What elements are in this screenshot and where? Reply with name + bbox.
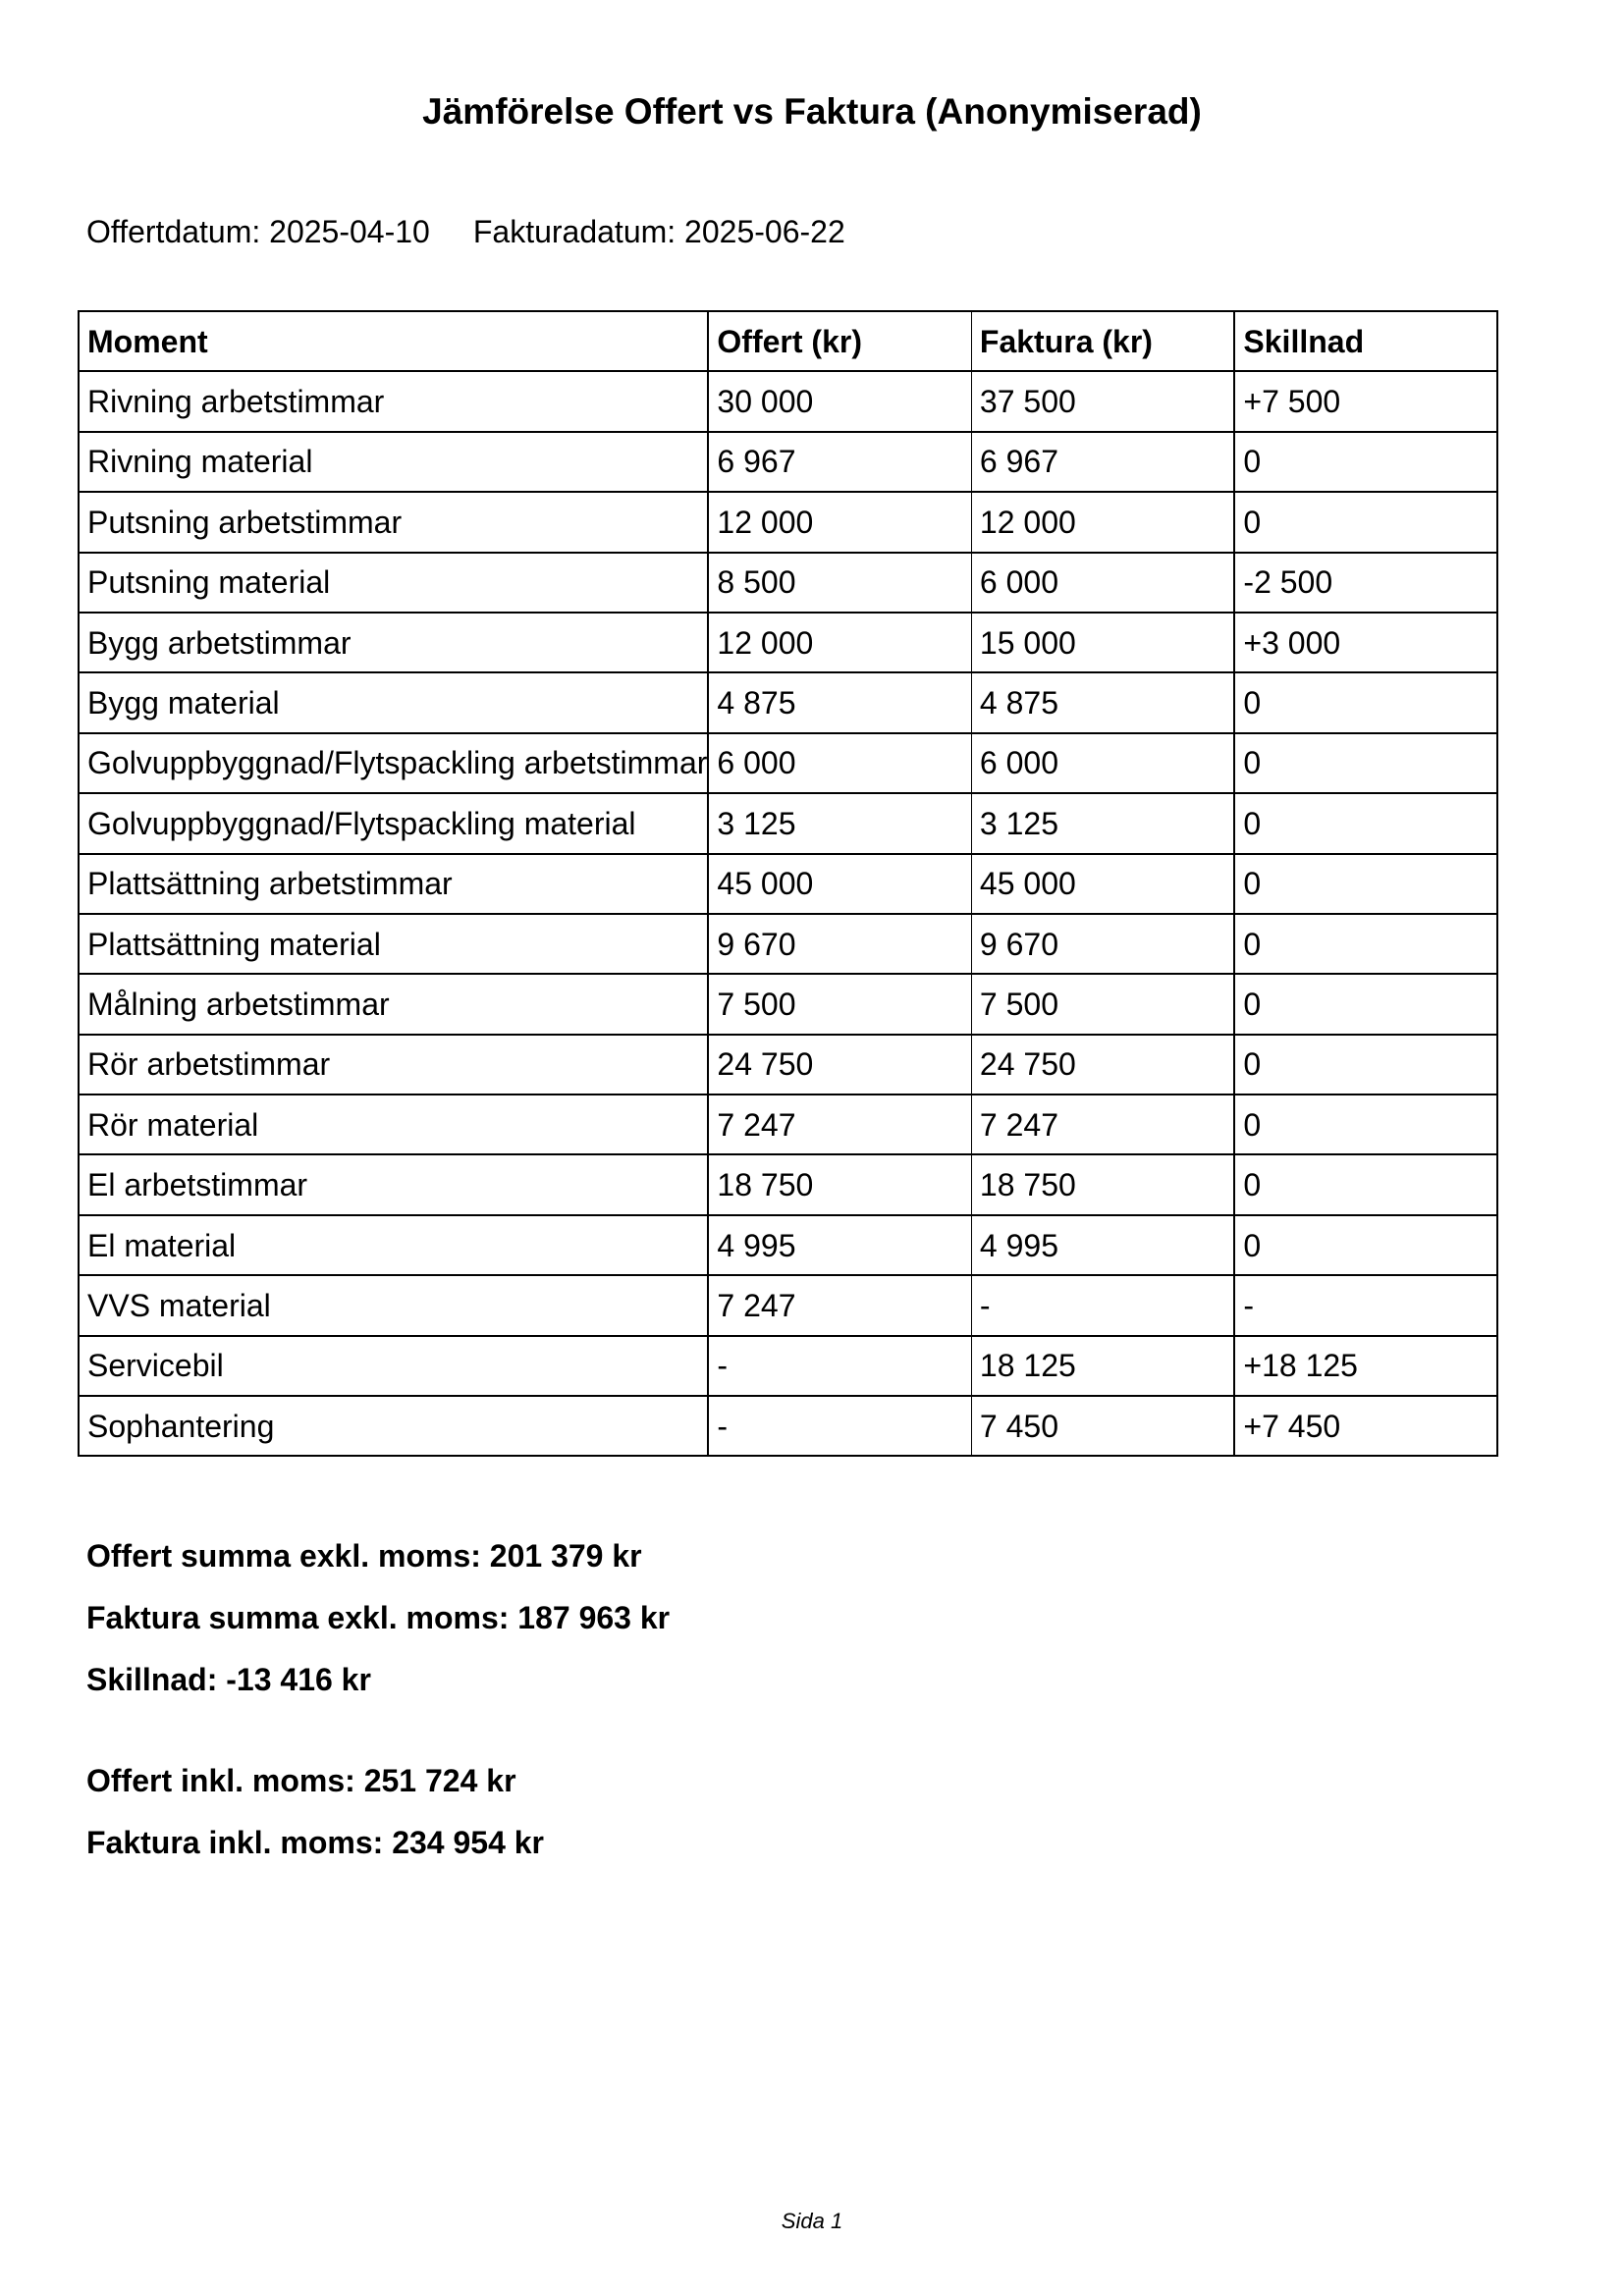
- cell-faktura: 6 000: [971, 733, 1234, 793]
- cell-skillnad: 0: [1234, 1095, 1497, 1154]
- cell-offert: 24 750: [708, 1035, 971, 1095]
- table-row: [79, 854, 1497, 914]
- cell-faktura: 6 967: [971, 432, 1234, 492]
- cell-offert: 9 670: [708, 914, 971, 974]
- cell-faktura: 4 995: [971, 1215, 1234, 1275]
- faktura-sum-exkl: Faktura summa exkl. moms: 187 963 kr: [86, 1600, 671, 1635]
- table-row: [79, 432, 1497, 492]
- faktura-date: Fakturadatum: 2025-06-22: [472, 214, 845, 249]
- cell-skillnad: 0: [1234, 672, 1497, 732]
- table-row: [79, 733, 1497, 793]
- cell-faktura: 18 750: [971, 1154, 1234, 1214]
- cell-skillnad: -: [1234, 1275, 1497, 1335]
- cell-faktura: 12 000: [971, 492, 1234, 552]
- comparison-table: [78, 310, 1498, 1457]
- cell-offert: -: [708, 1396, 971, 1456]
- cell-moment: Putsning arbetstimmar: [79, 492, 708, 552]
- cell-offert: 3 125: [708, 793, 971, 853]
- cell-skillnad: 0: [1234, 1035, 1497, 1095]
- cell-moment: VVS material: [79, 1275, 708, 1335]
- cell-offert: 18 750: [708, 1154, 971, 1214]
- cell-skillnad: 0: [1234, 733, 1497, 793]
- cell-moment: Golvuppbyggnad/Flytspackling arbetstimmar: [79, 733, 708, 793]
- cell-moment: Sophantering: [79, 1396, 708, 1456]
- cell-moment: Målning arbetstimmar: [79, 974, 708, 1034]
- cell-moment: Bygg arbetstimmar: [79, 613, 708, 672]
- table-row: [79, 492, 1497, 552]
- cell-faktura: 7 450: [971, 1396, 1234, 1456]
- cell-moment: Rivning material: [79, 432, 708, 492]
- offert-sum-exkl: Offert summa exkl. moms: 201 379 kr: [86, 1538, 642, 1574]
- table-row: [79, 1154, 1497, 1214]
- offert-date: Offertdatum: 2025-04-10: [86, 214, 430, 249]
- table-row: [79, 553, 1497, 613]
- cell-moment: Plattsättning arbetstimmar: [79, 854, 708, 914]
- cell-faktura: 9 670: [971, 914, 1234, 974]
- cell-skillnad: +7 450: [1234, 1396, 1497, 1456]
- cell-offert: 4 995: [708, 1215, 971, 1275]
- table-row: [79, 1035, 1497, 1095]
- cell-faktura: 4 875: [971, 672, 1234, 732]
- cell-faktura: 18 125: [971, 1336, 1234, 1396]
- header-skillnad: Skillnad: [1234, 311, 1497, 371]
- cell-offert: 7 247: [708, 1095, 971, 1154]
- cell-skillnad: 0: [1234, 974, 1497, 1034]
- cell-offert: 7 247: [708, 1275, 971, 1335]
- cell-offert: 30 000: [708, 371, 971, 431]
- table-row: [79, 914, 1497, 974]
- table-row: [79, 974, 1497, 1034]
- cell-faktura: 3 125: [971, 793, 1234, 853]
- cell-skillnad: 0: [1234, 1154, 1497, 1214]
- cell-offert: -: [708, 1336, 971, 1396]
- cell-skillnad: 0: [1234, 1215, 1497, 1275]
- cell-moment: Bygg material: [79, 672, 708, 732]
- cell-faktura: 45 000: [971, 854, 1234, 914]
- cell-offert: 7 500: [708, 974, 971, 1034]
- table-row: [79, 1275, 1497, 1335]
- cell-moment: El material: [79, 1215, 708, 1275]
- cell-offert: 4 875: [708, 672, 971, 732]
- page-number: Sida 1: [781, 2209, 843, 2233]
- cell-moment: Plattsättning material: [79, 914, 708, 974]
- table-row: [79, 1215, 1497, 1275]
- difference-sum: Skillnad: -13 416 kr: [86, 1662, 371, 1697]
- table-row: [79, 672, 1497, 732]
- cell-faktura: 24 750: [971, 1035, 1234, 1095]
- faktura-sum-inkl: Faktura inkl. moms: 234 954 kr: [86, 1825, 544, 1860]
- table-row: [79, 1095, 1497, 1154]
- cell-moment: Putsning material: [79, 553, 708, 613]
- table-header-row: [79, 311, 1497, 371]
- table-row: [79, 793, 1497, 853]
- cell-moment: Servicebil: [79, 1336, 708, 1396]
- cell-moment: El arbetstimmar: [79, 1154, 708, 1214]
- cell-skillnad: +7 500: [1234, 371, 1497, 431]
- cell-offert: 12 000: [708, 613, 971, 672]
- cell-moment: Golvuppbyggnad/Flytspackling material: [79, 793, 708, 853]
- header-faktura: Faktura (kr): [971, 311, 1234, 371]
- cell-skillnad: +18 125: [1234, 1336, 1497, 1396]
- cell-skillnad: 0: [1234, 492, 1497, 552]
- cell-faktura: 7 500: [971, 974, 1234, 1034]
- offert-sum-inkl: Offert inkl. moms: 251 724 kr: [86, 1763, 516, 1798]
- table-row: [79, 1336, 1497, 1396]
- cell-faktura: 7 247: [971, 1095, 1234, 1154]
- table-row: [79, 371, 1497, 431]
- cell-skillnad: 0: [1234, 914, 1497, 974]
- document-title: Jämförelse Offert vs Faktura (Anonymiserad): [422, 91, 1202, 132]
- cell-skillnad: +3 000: [1234, 613, 1497, 672]
- cell-faktura: 15 000: [971, 613, 1234, 672]
- cell-offert: 45 000: [708, 854, 971, 914]
- table-row: [79, 613, 1497, 672]
- cell-offert: 8 500: [708, 553, 971, 613]
- cell-moment: Rör material: [79, 1095, 708, 1154]
- table-row: [79, 1396, 1497, 1456]
- header-offert: Offert (kr): [708, 311, 971, 371]
- dates-line: [86, 212, 889, 251]
- cell-offert: 6 000: [708, 733, 971, 793]
- cell-skillnad: -2 500: [1234, 553, 1497, 613]
- cell-faktura: 37 500: [971, 371, 1234, 431]
- cell-faktura: 6 000: [971, 553, 1234, 613]
- header-moment: Moment: [79, 311, 708, 371]
- cell-skillnad: 0: [1234, 432, 1497, 492]
- cell-offert: 6 967: [708, 432, 971, 492]
- cell-skillnad: 0: [1234, 854, 1497, 914]
- cell-skillnad: 0: [1234, 793, 1497, 853]
- cell-offert: 12 000: [708, 492, 971, 552]
- cell-moment: Rör arbetstimmar: [79, 1035, 708, 1095]
- cell-moment: Rivning arbetstimmar: [79, 371, 708, 431]
- cell-faktura: -: [971, 1275, 1234, 1335]
